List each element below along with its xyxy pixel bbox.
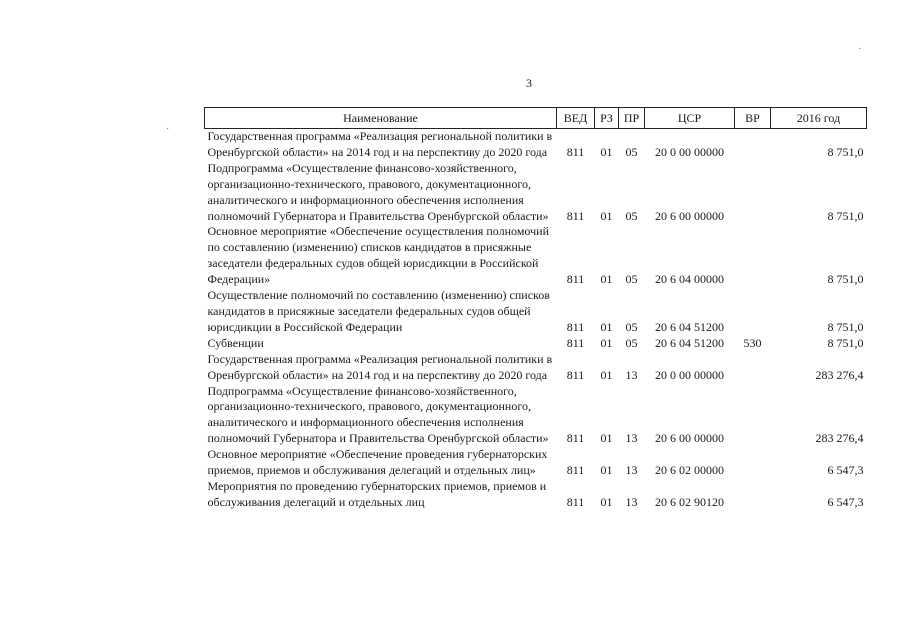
header-pr: ПР [619, 108, 645, 129]
cell-pr: 05 [625, 272, 638, 287]
cell-csr: 20 6 00 00000 [655, 431, 724, 446]
cell-vr [735, 479, 771, 511]
cell-vr [735, 161, 771, 225]
cell-ved: 811 [566, 335, 585, 350]
cell-rz: 01 [600, 144, 613, 159]
cell-name: Государственная программа «Реализация региональной политики в Оренбургской области» на 2014 год и на перспективу до 2020 года [207, 351, 553, 382]
cell-csr: 20 0 00 00000 [655, 367, 724, 382]
table-row [205, 479, 867, 511]
cell-csr: 20 6 04 00000 [655, 272, 724, 287]
cell-name: Основное мероприятие «Обеспечение осуществления полномочий по составлению (изменению) списков кандидатов в присяжные заседатели федеральных судов общей юрисдикции в Российской Федерации» [207, 224, 549, 287]
cell-sum: 6 547,3 [827, 463, 864, 478]
cell-ved: 811 [566, 463, 585, 478]
cell-ved: 811 [566, 367, 585, 382]
cell-name: Подпрограмма «Осуществление финансово-хозяйственного, организационно-технического, правового, документационного, аналитического и информационного обеспечения исполнения полномочий Губернатора и Правительства Оренбургской области» [207, 383, 549, 446]
cell-vr [735, 447, 771, 479]
cell-rz: 01 [600, 208, 613, 223]
cell-ved: 811 [566, 208, 585, 223]
cell-vr [735, 288, 771, 336]
cell-ved: 811 [566, 272, 585, 287]
cell-name: Осуществление полномочий по составлению (изменению) списков кандидатов в присяжные заседатели федеральных судов общей юрисдикции в Российской Федерации [207, 288, 550, 334]
cell-rz: 01 [600, 367, 613, 382]
cell-sum: 8 751,0 [827, 208, 864, 223]
table-body [205, 129, 867, 511]
header-vr: ВР [735, 108, 771, 129]
header-ved: ВЕД [557, 108, 595, 129]
table-row [205, 384, 867, 448]
cell-csr: 20 6 04 51200 [655, 319, 724, 334]
cell-pr: 13 [625, 463, 638, 478]
cell-vr [735, 352, 771, 384]
cell-csr: 20 6 00 00000 [655, 208, 724, 223]
cell-pr: 13 [625, 367, 638, 382]
cell-pr: 13 [625, 431, 638, 446]
table-row [205, 288, 867, 336]
table-row [205, 224, 867, 288]
cell-sum: 8 751,0 [827, 319, 864, 334]
cell-vr: 530 [743, 335, 762, 350]
budget-table [204, 107, 867, 511]
cell-ved: 811 [566, 494, 585, 509]
cell-vr [735, 129, 771, 161]
header-year: 2016 год [771, 108, 867, 129]
header-name: Наименование [205, 108, 557, 129]
cell-pr: 05 [625, 319, 638, 334]
cell-sum: 283 276,4 [815, 431, 864, 446]
cell-vr [735, 384, 771, 448]
cell-ved: 811 [566, 319, 585, 334]
cell-sum: 8 751,0 [827, 335, 864, 350]
cell-pr: 05 [625, 335, 638, 350]
table-header [205, 108, 867, 129]
scan-mark: · [166, 124, 170, 135]
cell-sum: 283 276,4 [815, 367, 864, 382]
cell-pr: 05 [625, 144, 638, 159]
table-row [205, 352, 867, 384]
cell-ved: 811 [566, 144, 585, 159]
cell-rz: 01 [600, 494, 613, 509]
cell-csr: 20 6 02 00000 [655, 463, 724, 478]
cell-name: Подпрограмма «Осуществление финансово-хозяйственного, организационно-технического, правового, документационного, аналитического и информационного обеспечения исполнения полномочий Губернатора и Правительства Оренбургской области» [207, 160, 549, 223]
cell-csr: 20 0 00 00000 [655, 144, 724, 159]
cell-csr: 20 6 02 90120 [655, 494, 724, 509]
cell-name: Основное мероприятие «Обеспечение проведения губернаторских приемов, приемов и обслуживания делегаций и отдельных лиц» [207, 447, 548, 478]
cell-rz: 01 [600, 335, 613, 350]
cell-rz: 01 [600, 463, 613, 478]
cell-rz: 01 [600, 431, 613, 446]
table-row [205, 336, 867, 352]
cell-rz: 01 [600, 319, 613, 334]
cell-name: Субвенции [207, 335, 264, 350]
cell-pr: 05 [625, 208, 638, 223]
cell-name: Мероприятия по проведению губернаторских приемов, приемов и обслуживания делегаций и отдельных лиц [207, 478, 547, 509]
cell-ved: 811 [566, 431, 585, 446]
scan-mark: · [858, 44, 862, 55]
page-number: 3 [526, 76, 532, 90]
cell-sum: 6 547,3 [827, 494, 864, 509]
header-rz: РЗ [595, 108, 619, 129]
cell-vr [735, 224, 771, 288]
header-csr: ЦСР [645, 108, 735, 129]
cell-sum: 8 751,0 [827, 144, 864, 159]
cell-name: Государственная программа «Реализация региональной политики в Оренбургской области» на 2014 год и на перспективу до 2020 года [207, 129, 553, 159]
cell-rz: 01 [600, 272, 613, 287]
cell-pr: 13 [625, 494, 638, 509]
cell-csr: 20 6 04 51200 [655, 335, 724, 350]
table-row [205, 447, 867, 479]
table-row [205, 161, 867, 225]
table-row [205, 129, 867, 161]
cell-sum: 8 751,0 [827, 272, 864, 287]
